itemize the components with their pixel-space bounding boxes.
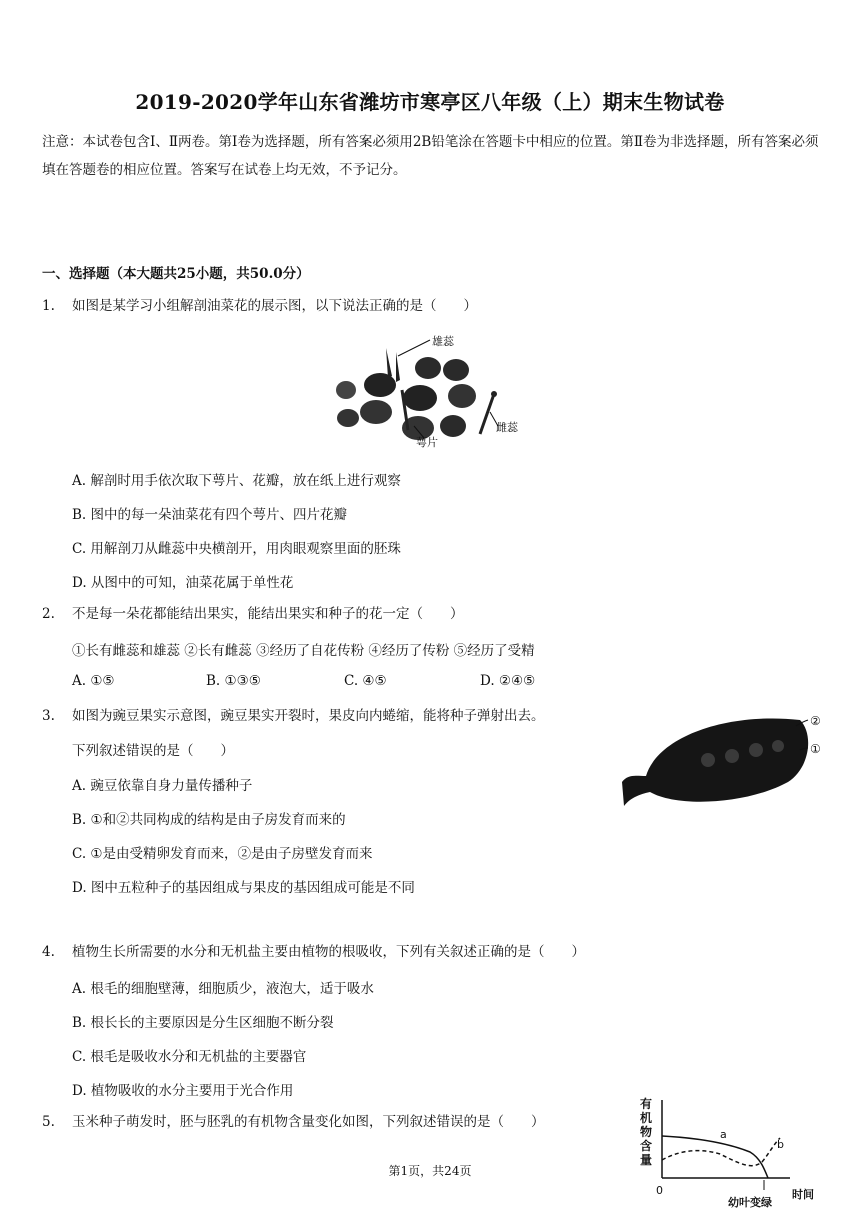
question-stem: 如图是某学习小组解剖油菜花的展示图，以下说法正确的是（ ）	[72, 298, 477, 314]
option-c: C. 用解剖刀从雌蕊中央横剖开，用肉眼观察里面的胚珠	[72, 541, 401, 557]
question-number: 4.	[42, 944, 55, 960]
option-b: B. 根长长的主要原因是分生区细胞不断分裂	[72, 1015, 334, 1031]
label-2: ②	[810, 714, 821, 728]
question-stem: 如图为豌豆果实示意图，豌豆果实开裂时，果皮向内蜷缩，能将种子弹射出去。	[72, 708, 545, 724]
option-d: D. 从图中的可知，油菜花属于单性花	[72, 575, 294, 591]
label-stamen: 雄蕊	[432, 335, 454, 348]
option-a: A. 解剖时用手依次取下萼片、花瓣，放在纸上进行观察	[72, 473, 401, 489]
option-a: A. ①⑤	[72, 673, 115, 689]
question-number: 1.	[42, 298, 55, 314]
option-c: C. 根毛是吸收水分和无机盐的主要器官	[72, 1049, 307, 1065]
pea-pod-figure	[618, 698, 828, 818]
label-1: ①	[810, 742, 821, 756]
question-number: 5.	[42, 1114, 55, 1130]
question-number: 2.	[42, 606, 55, 622]
label-pistil: 雌蕊	[496, 421, 518, 434]
origin-label: 0	[656, 1184, 663, 1197]
option-b: B. ①和②共同构成的结构是由子房发育而来的	[72, 812, 346, 828]
option-d: D. 图中五粒种子的基因组成与果皮的基因组成可能是不同	[72, 880, 415, 896]
question-stem: 不是每一朵花都能结出果实，能结出果实和种子的花一定（ ）	[72, 606, 464, 622]
label-sepal: 萼片	[416, 436, 438, 449]
curve-a-label: a	[720, 1128, 727, 1141]
option-c: C. ④⑤	[344, 673, 387, 689]
section-heading: 一、选择题（本大题共25小题，共50.0分）	[42, 266, 310, 282]
curve-b-label: b	[777, 1138, 784, 1151]
option-a: A. 根毛的细胞壁薄，细胞质少，液泡大，适于吸水	[72, 981, 374, 997]
option-c: C. ①是由受精卵发育而来，②是由子房壁发育而来	[72, 846, 373, 862]
question-2-statements: ①长有雌蕊和雄蕊 ②长有雌蕊 ③经历了自花传粉 ④经历了传粉 ⑤经历了受精	[72, 643, 535, 659]
ylabel-char: 有	[640, 1097, 653, 1111]
question-stem-continued: 下列叙述错误的是（ ）	[72, 743, 234, 759]
page-title: 2019-2020学年山东省潍坊市寒亭区八年级（上）期末生物试卷	[135, 90, 725, 114]
question-stem: 玉米种子萌发时，胚与胚乳的有机物含量变化如图，下列叙述错误的是（ ）	[72, 1114, 545, 1130]
option-d: D. 植物吸收的水分主要用于光合作用	[72, 1083, 294, 1099]
ylabel-char: 含	[640, 1139, 653, 1153]
exam-instructions: 注意：本试卷包含Ⅰ、Ⅱ两卷。第Ⅰ卷为选择题，所有答案必须用2B铅笔涂在答题卡中相应的位置。第Ⅱ卷为非选择题，所有答案必须填在答题卷的相应位置。答案写在试卷上均无效，不予记分。	[42, 134, 819, 178]
option-a: A. 豌豆依靠自身力量传播种子	[72, 778, 253, 794]
question-stem: 植物生长所需要的水分和无机盐主要由植物的根吸收，下列有关叙述正确的是（ ）	[72, 944, 585, 960]
ylabel-char: 物	[640, 1125, 653, 1139]
rapeseed-flower-dissection-figure	[328, 330, 528, 450]
ylabel-char: 量	[640, 1153, 653, 1167]
option-b: B. ①③⑤	[206, 673, 261, 689]
page-footer: 第1页，共24页	[388, 1164, 472, 1178]
xlabel: 时间	[792, 1188, 814, 1201]
event-label: 幼叶变绿	[728, 1196, 772, 1209]
question-number: 3.	[42, 708, 55, 724]
ylabel-char: 机	[640, 1111, 653, 1125]
organic-matter-curve-figure	[640, 1094, 840, 1216]
option-d: D. ②④⑤	[480, 673, 536, 689]
option-b: B. 图中的每一朵油菜花有四个萼片、四片花瓣	[72, 507, 348, 523]
